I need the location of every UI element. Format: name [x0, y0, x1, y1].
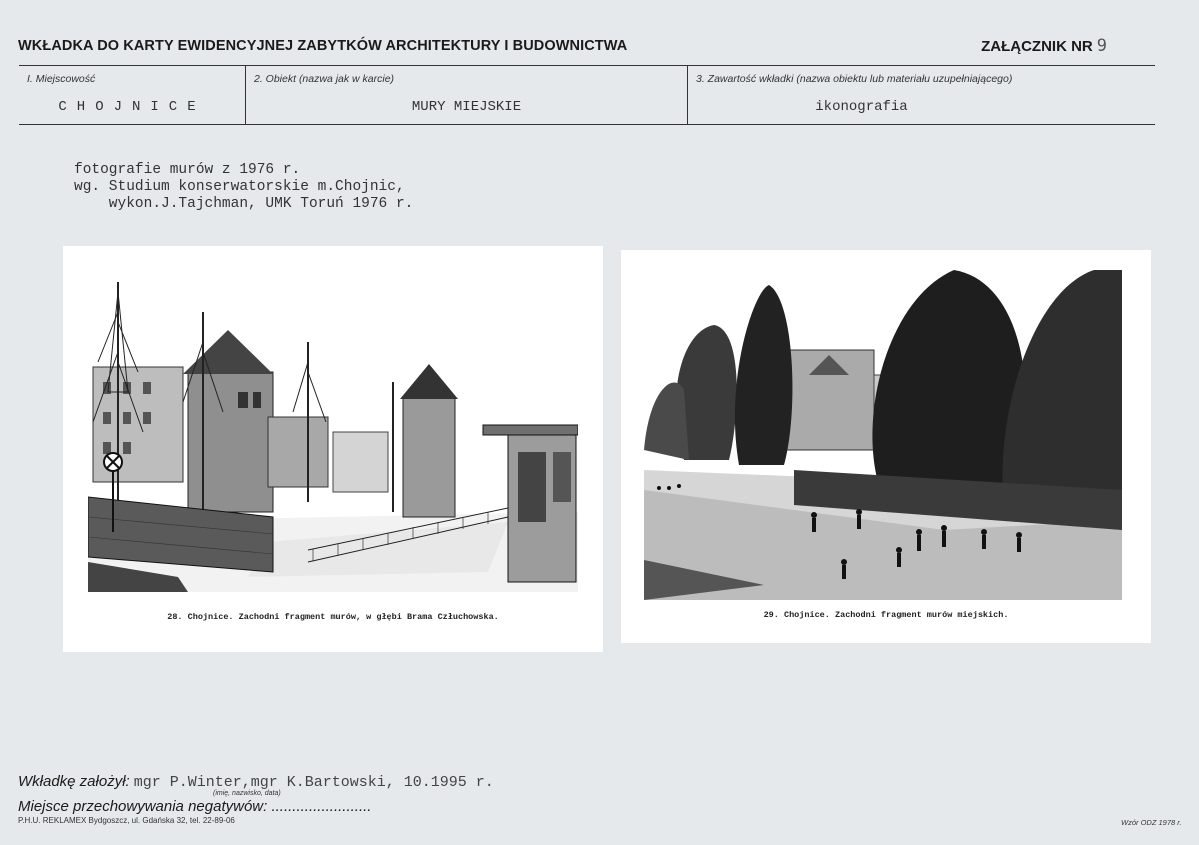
form-fields-table	[19, 65, 1155, 125]
field-locality	[19, 66, 245, 124]
printer-imprint: P.H.U. REKLAMEX Bydgoszcz, ul. Gdańska 32, tel. 22-89-06	[18, 816, 235, 825]
document-title: WKŁADKA DO KARTY EWIDENCYJNEJ ZABYTKÓW ARCHITEKTURY I BUDOWNICTWA	[18, 38, 628, 54]
attachment-number-value: 9	[1096, 36, 1107, 56]
typed-note-line: fotografie murów z 1976 r.	[74, 162, 301, 178]
founder-line	[18, 773, 494, 791]
attachment-number	[981, 36, 1107, 56]
founder-hint: (imię, nazwisko, data)	[213, 790, 281, 797]
typed-note	[74, 162, 413, 213]
field-object-label: 2. Obiekt (nazwa jak w karcie)	[254, 73, 395, 85]
attachment-label: ZAŁĄCZNIK NR	[981, 38, 1093, 55]
photo-card-1	[63, 246, 603, 652]
typed-note-line: wg. Studium konserwatorskie m.Chojnic,	[74, 179, 405, 195]
photo-city-walls-gate	[88, 272, 578, 592]
field-object	[245, 66, 687, 124]
field-locality-value: CHOJNICE	[58, 99, 206, 115]
field-contents-value: ikonografia	[815, 99, 908, 115]
photo-western-walls	[644, 270, 1122, 600]
photo-caption-2: 29. Chojnice. Zachodni fragment murów miejskich.	[763, 610, 1009, 620]
founder-value: mgr P.Winter,mgr K.Bartowski, 10.1995 r.	[133, 774, 494, 791]
negatives-value: ........................	[271, 798, 372, 815]
field-locality-label: I. Miejscowość	[27, 73, 96, 85]
photo-caption-1: 28. Chojnice. Zachodni fragment murów, w głębi Brama Człuchowska.	[167, 612, 499, 622]
field-contents	[687, 66, 1155, 124]
founder-label: Wkładkę założył:	[18, 773, 130, 790]
photo-card-2	[621, 250, 1151, 643]
typed-note-line: wykon.J.Tajchman, UMK Toruń 1976 r.	[74, 196, 414, 212]
negatives-line	[18, 798, 371, 815]
field-contents-label: 3. Zawartość wkładki (nazwa obiektu lub materiału uzupełniającego)	[696, 73, 1013, 85]
form-model: Wzór ODZ 1978 r.	[1121, 818, 1182, 827]
negatives-label: Miejsce przechowywania negatywów:	[18, 798, 268, 815]
field-object-value: MURY MIEJSKIE	[411, 99, 522, 115]
